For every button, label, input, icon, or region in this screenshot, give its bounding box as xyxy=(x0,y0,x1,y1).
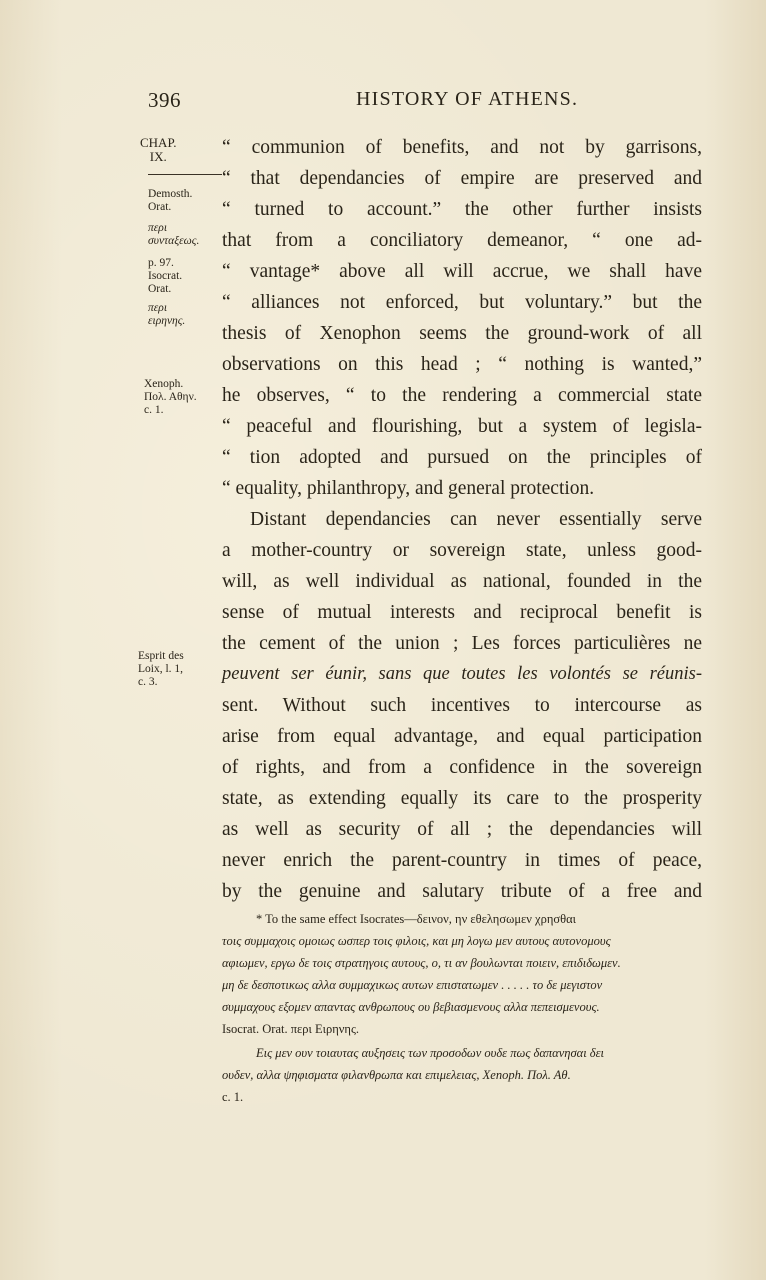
margin-note-demosth: Demosth. Orat. xyxy=(148,188,193,213)
body-line: state, as extending equally its care to the prosperity xyxy=(222,788,702,809)
body-line: “ equality, philanthropy, and general protection. xyxy=(222,478,595,499)
footnote-line: τοις συμμαχοις ομοιως ωσπερ τοις φιλοις, και μη λογω μεν αυτους αυτονομους xyxy=(222,934,611,948)
body-line: of rights, and from a confidence in the sovereign xyxy=(222,757,702,778)
footnote-line: συμμαχους εξομεν απαντας ανθρωπους ου βεβιασμενους αλλα πεπεισμενους. xyxy=(222,1000,600,1014)
body-line: a mother-country or sovereign state, unless good- xyxy=(222,540,702,561)
body-line-paragraph-start: Distant dependancies can never essentially serve xyxy=(250,509,702,530)
chapter-rule xyxy=(148,174,222,175)
body-line: he observes, “ to the rendering a commercial state xyxy=(222,385,702,406)
body-line: “ turned to account.” the other further insists xyxy=(222,199,702,220)
footnote-line: αφιωμεν, εργω δε τοις στρατηγοις αυτους, ο, τι αν βουλωνται ποιειν, επιδιδωμεν. xyxy=(222,956,621,970)
body-line: sense of mutual interests and reciprocal benefit is xyxy=(222,602,702,623)
footnote-line: μη δε δεσποτικως αλλα συμμαχικως αυτων επιστατωμεν . . . . . το δε μεγιστον xyxy=(222,978,603,992)
body-line: thesis of Xenophon seems the ground-work of all xyxy=(222,323,702,344)
body-line: arise from equal advantage, and equal participation xyxy=(222,726,702,747)
body-line: never enrich the parent-country in times of peace, xyxy=(222,850,702,871)
body-line: that from a conciliatory demeanor, “ one ad- xyxy=(222,230,702,251)
margin-note-esprit-des-loix: Esprit des Loix, l. 1, c. 3. xyxy=(138,650,184,688)
body-line: observations on this head ; “ nothing is wanted,” xyxy=(222,354,702,375)
footnote-line: Εις μεν ουν τοιαυτας αυξησεις των προσοδων ουδε πως δαπανησαι δει xyxy=(256,1046,604,1060)
page-number: 396 xyxy=(148,88,181,112)
footnote-line: Isocrat. Orat. περι Ειρηνης. xyxy=(222,1022,360,1036)
body-line: “ alliances not enforced, but voluntary.” but the xyxy=(222,292,702,313)
margin-note-syntaxeos: περι συνταξεως. xyxy=(148,222,200,247)
body-line: “ that dependancies of empire are preserved and xyxy=(222,168,702,189)
body-line: “ vantage* above all will accrue, we shall have xyxy=(222,261,702,282)
footnote-line: c. 1. xyxy=(222,1090,244,1104)
body-line: “ tion adopted and pursued on the principles of xyxy=(222,447,702,468)
body-line: “ peaceful and flourishing, but a system of legisla- xyxy=(222,416,702,437)
margin-note-eirenes: περι ειρηνης. xyxy=(148,302,186,327)
body-line: will, as well individual as national, founded in the xyxy=(222,571,702,592)
body-line: “ communion of benefits, and not by garrisons, xyxy=(222,137,702,158)
body-line: the cement of the union ; Les forces particulières ne xyxy=(222,633,702,654)
body-line: sent. Without such incentives to intercourse as xyxy=(222,695,702,716)
body-line-french-quote: peuvent ser éunir, sans que toutes les volontés se réunis- xyxy=(222,664,702,684)
margin-note-xenoph: Xenoph. Πολ. Αθην. c. 1. xyxy=(144,378,197,416)
margin-note-chapter: CHAP. IX. xyxy=(140,135,177,164)
margin-note-isocrat: p. 97. Isocrat. Orat. xyxy=(148,257,183,295)
body-line: as well as security of all ; the dependancies will xyxy=(222,819,702,840)
body-line: by the genuine and salutary tribute of a free and xyxy=(222,881,702,902)
page-header xyxy=(148,88,708,118)
running-head: HISTORY OF ATHENS. xyxy=(356,88,579,110)
footnote-line: ουδεν, αλλα ψηφισματα φιλανθρωπα και επιμελειας, Xenoph. Πολ. Αθ. xyxy=(222,1068,571,1082)
footnote-line: * To the same effect Isocrates—δεινον, ην εθελησωμεν χρησθαι xyxy=(256,912,577,926)
